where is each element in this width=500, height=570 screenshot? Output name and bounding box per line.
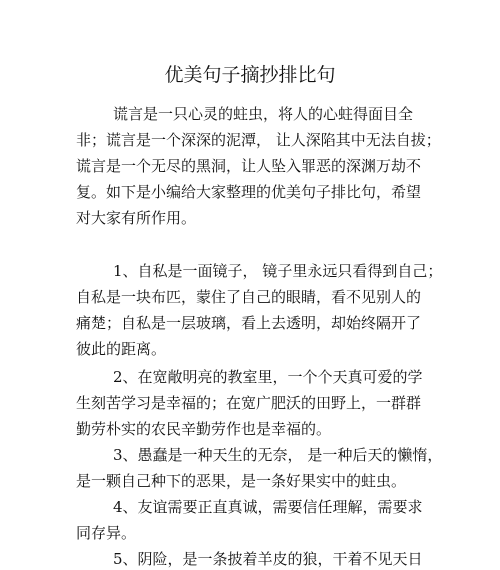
paragraph-line: 复。如下是小编给大家整理的优美句子排比句，希望: [76, 183, 422, 201]
paragraph-line: 5、阴险，是一条披着羊皮的狼，干着不见天日: [113, 550, 423, 568]
document-title: 优美句子摘抄排比句: [164, 64, 336, 86]
paragraph-line: 生刻苦学习是幸福的；在宽广肥沃的田野上，一群群: [76, 394, 422, 412]
paragraph-line: 是一颗自己种下的恶果，是一条好果实中的蛀虫。: [76, 472, 407, 490]
paragraph-line: 3、愚蠢是一种天生的无奈， 是一种后天的懒惰，: [113, 446, 443, 464]
paragraph-line: 谎言是一个无尽的黑洞，让人坠入罪恶的深渊万劫不: [76, 157, 422, 175]
paragraph-line: 非；谎言是一个深深的泥潭， 让人深陷其中无法自拔；: [76, 131, 441, 149]
paragraph-line: 自私是一块布匹，蒙住了自己的眼睛，看不见别人的: [76, 288, 422, 306]
paragraph-line: 勤劳朴实的农民辛勤劳作也是幸福的。: [76, 420, 332, 438]
paragraph-line: 1、自私是一面镜子， 镜子里永远只看得到自己；: [113, 262, 443, 280]
paragraph-line: 2、在宽敞明亮的教室里，一个个天真可爱的学: [113, 368, 423, 386]
paragraph-line: 同存异。: [76, 524, 137, 542]
paragraph-line: 彼此的距离。: [76, 340, 167, 358]
paragraph-line: 4、友谊需要正直真诚，需要信任理解，需要求: [113, 498, 423, 516]
paragraph-line: 对大家有所作用。: [76, 209, 197, 227]
paragraph-line: 谎言是一只心灵的蛀虫，将人的心蛀得面目全: [113, 105, 414, 123]
paragraph-line: 痛楚；自私是一层玻璃，看上去透明，却始终隔开了: [76, 314, 422, 332]
